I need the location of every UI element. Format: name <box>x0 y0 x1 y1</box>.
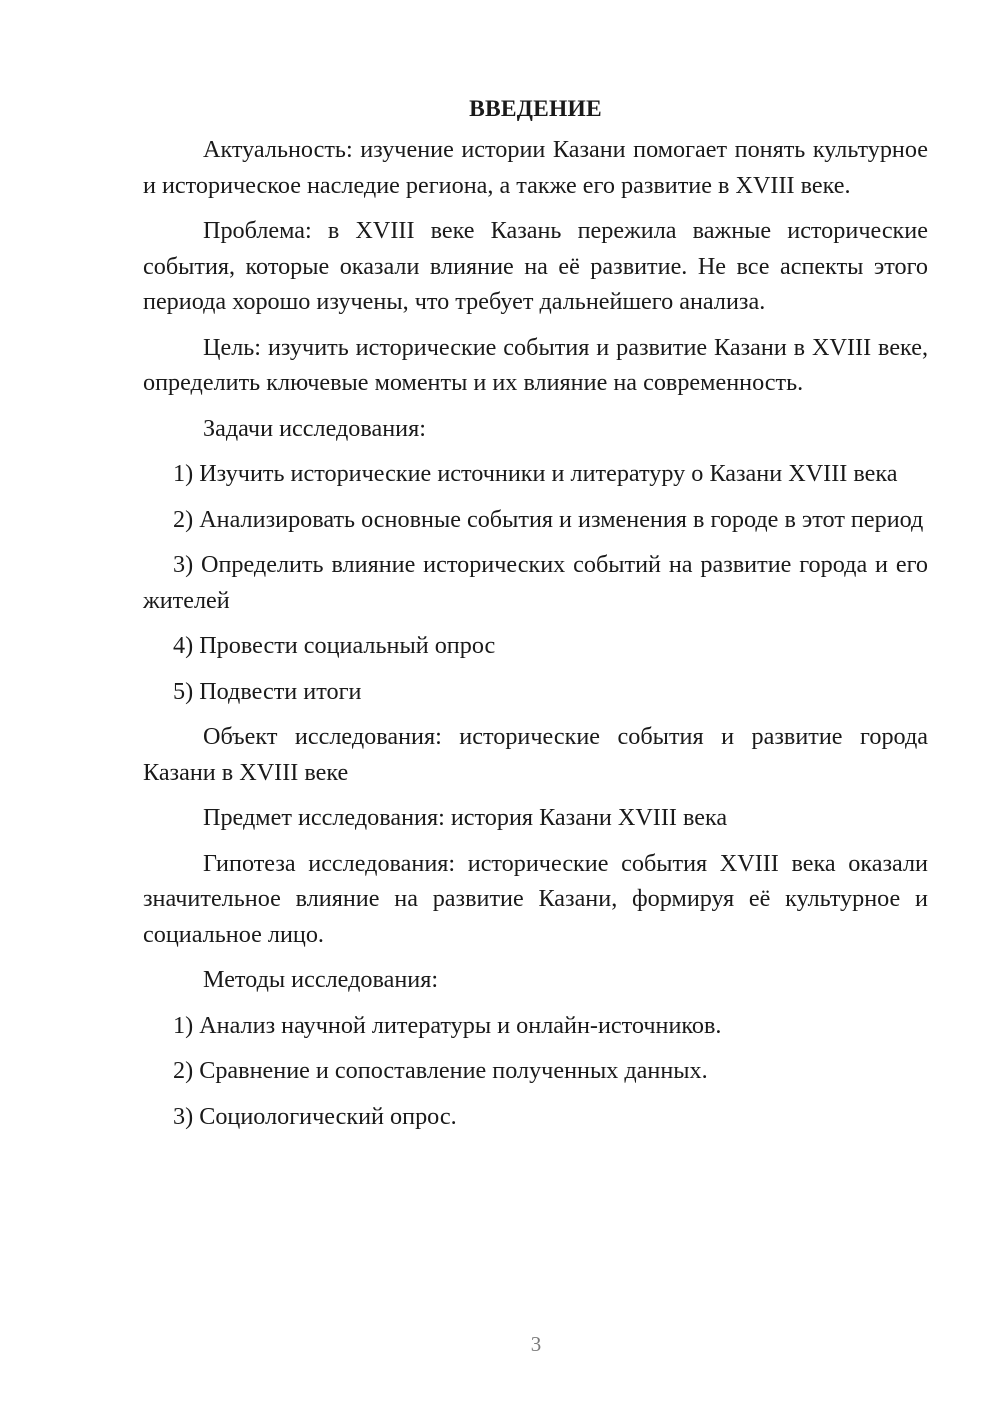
relevance-paragraph: Актуальность: изучение истории Казани помогает понять культурное и историческое наследие региона, а также его развитие в XVIII веке. <box>143 136 928 199</box>
task-item-1: 1) Изучить исторические источники и литературу о Казани XVIII века <box>173 460 898 487</box>
object-paragraph: Объект исследования: исторические события и развитие города Казани в XVIII веке <box>143 723 928 786</box>
task-item-3: 3) Определить влияние исторических событий на развитие города и его жителей <box>143 551 928 614</box>
task-item-2: 2) Анализировать основные события и изменения в городе в этот период <box>173 505 924 533</box>
page-number: 3 <box>530 1332 542 1356</box>
subject-paragraph: Предмет исследования: история Казани XVIII века <box>203 804 728 831</box>
method-item-1: 1) Анализ научной литературы и онлайн-источников. <box>173 1011 722 1039</box>
tasks-heading: Задачи исследования: <box>203 414 426 442</box>
goal-paragraph: Цель: изучить исторические события и развитие Казани в XVIII веке, определить ключевые моменты и их влияние на современность. <box>143 333 928 396</box>
hypothesis-paragraph: Гипотеза исследования: исторические события XVIII века оказали значительное влияние на развитие Казани, формируя её культурное и социальное лицо. <box>143 849 928 948</box>
methods-heading: Методы исследования: <box>203 966 439 993</box>
method-item-2: 2) Сравнение и сопоставление полученных данных. <box>173 1057 708 1084</box>
problem-paragraph: Проблема: в XVIII веке Казань пережила важные исторические события, которые оказали влияние на её развитие. Не все аспекты этого периода хорошо изучены, что требует дальнейшего анализа. <box>143 217 928 315</box>
task-item-5: 5) Подвести итоги <box>173 677 362 705</box>
method-item-3: 3) Социологический опрос. <box>173 1102 457 1130</box>
task-item-4: 4) Провести социальный опрос <box>173 632 496 659</box>
page-content <box>143 92 928 1144</box>
page-title: ВВЕДЕНИЕ <box>469 96 602 122</box>
